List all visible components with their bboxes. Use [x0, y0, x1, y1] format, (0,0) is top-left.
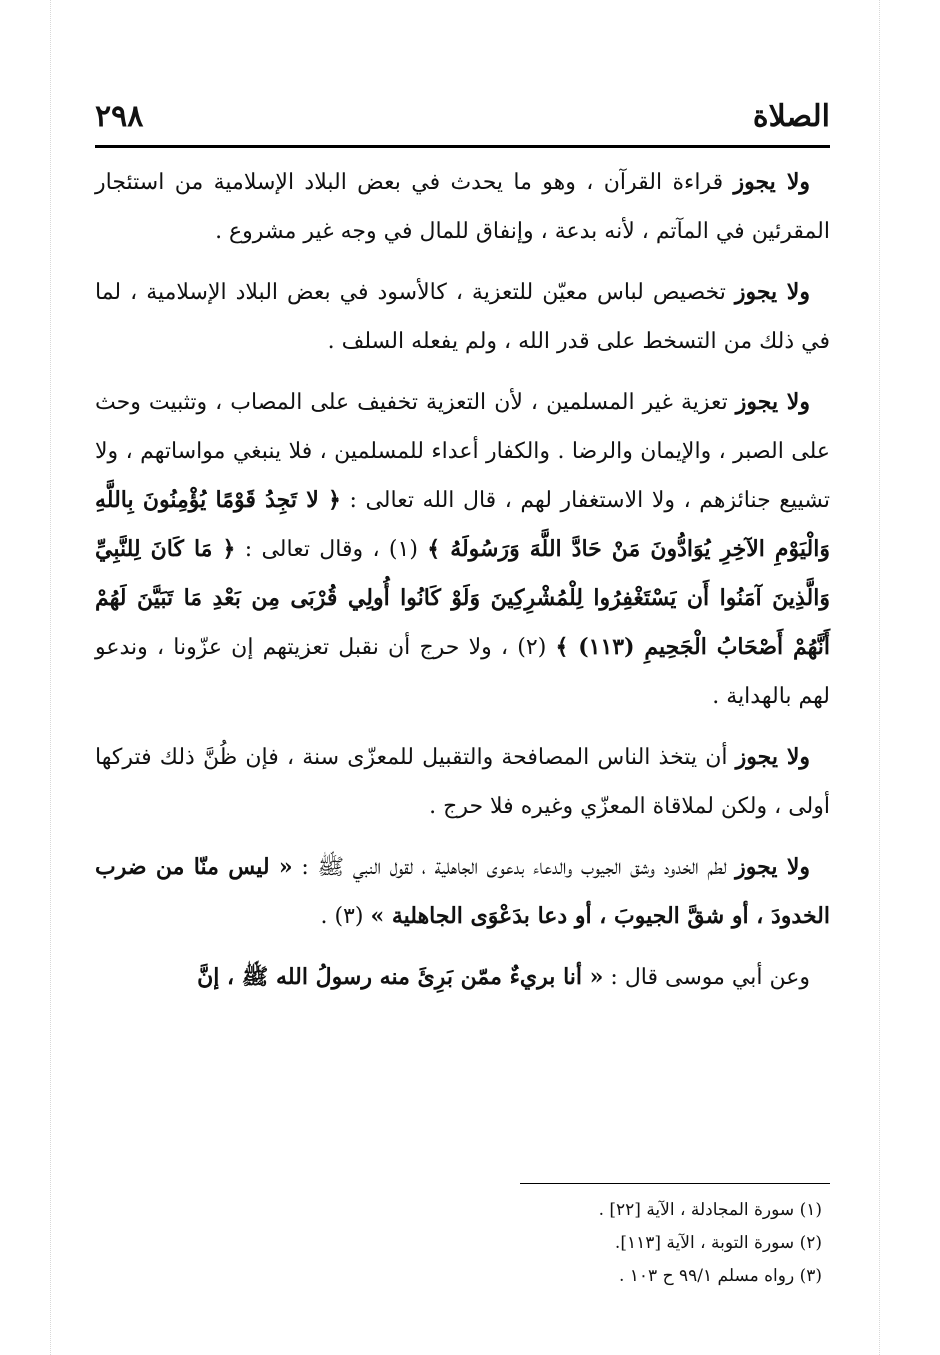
paragraph-text: ، وقال تعالى : — [235, 537, 380, 562]
footnote: (٢) سورة التوبة ، الآية [١١٣]. — [614, 1233, 822, 1253]
paragraph-text: وعن أبي موسى قال : — [603, 965, 810, 990]
paragraph-text: لطم الخدود وشق الجيوب والدعاء بدعوى الجاهلية ، لقول النبي ﷺ : — [292, 855, 736, 880]
paragraph — [95, 378, 830, 721]
hadith-quote: « ليس منّا من ضرب الخدودَ ، أو شقَّ الجيوبَ ، أو دعا بدَعْوَى الجاهلية » — [95, 854, 830, 929]
scan-dotted-line — [50, 0, 51, 1355]
main-text — [95, 158, 830, 1014]
paragraph — [95, 953, 830, 1002]
quran-verse: ﴿ لا تَجِدُ قَوْمًا يُؤْمِنُونَ بِاللَّهِ وَالْيَوْمِ الآخِرِ يُوَادُّونَ مَنْ حَادَّ اللَّهَ وَرَسُولَهُ ﴾ — [95, 487, 830, 562]
paragraph-text: قراءة القرآن ، وهو ما يحدث في بعض البلاد الإسلامية من استئجار المقرئين في المآتم ، لأنه بدعة ، وإنفاق للمال في وجه غير مشروع . — [95, 170, 830, 244]
scan-dotted-line — [879, 0, 880, 1355]
footnote-ref: (٣) — [327, 904, 371, 929]
paragraph — [95, 268, 830, 366]
footnote-rule — [520, 1183, 830, 1184]
paragraph — [95, 843, 830, 941]
paragraph-text: أن يتخذ الناس المصافحة والتقبيل للمعزّى سنة ، فإن ظُنَّ ذلك فتركها أولى ، ولكن لملاقاة المعزّي وغيره فلا حرج . — [95, 745, 830, 819]
footnote: (١) سورة المجادلة ، الآية [٢٢] . — [598, 1200, 822, 1220]
paragraph-text: تعزية غير المسلمين ، لأن التعزية تخفيف على المصاب ، وتثبيت وحث على الصبر ، والإيمان والرضا . والكفار أعداء للمسلمين ، فلا ينبغي مواساتهم ، ولا تشييع جنائزهم ، ولا الاستغفار لهم ، قال الله تعالى : — [95, 390, 830, 513]
quran-verse: ﴿ مَا كَانَ لِلنَّبِيِّ وَالَّذِينَ آمَنُوا أَن يَسْتَغْفِرُوا لِلْمُشْرِكِينَ وَلَوْ كَانُوا أُولِي قُرْبَى مِن بَعْدِ مَا تَبَيَّنَ لَهُمْ أَنَّهُمْ أَصْحَابُ الْجَحِيمِ (١١٣) ﴾ — [95, 536, 831, 660]
paragraph-lead: ولا يجوز — [735, 744, 810, 770]
page-number: ٢٩٨ — [95, 99, 144, 134]
paragraph-text: تخصيص لباس معيّن للتعزية ، كالأسود في بعض البلاد الإسلامية ، لما في ذلك من التسخط على قدر الله ، ولم يفعله السلف . — [95, 280, 830, 354]
footnotes — [302, 1194, 822, 1293]
paragraph-lead: ولا يجوز — [735, 854, 810, 880]
footnote-ref: (١) — [379, 537, 428, 562]
page-header — [95, 80, 830, 138]
header-rule — [95, 145, 830, 148]
paragraph-text: ، ولا حرج أن نقبل تعزيتهم إن عزّونا ، وندعو لهم بالهداية . — [95, 635, 830, 709]
paragraph-lead: ولا يجوز — [735, 389, 810, 415]
paragraph-text: . — [320, 904, 328, 929]
paragraph-lead: ولا يجوز — [734, 279, 810, 305]
running-title: الصلاة — [752, 99, 830, 134]
paragraph — [95, 733, 830, 831]
paragraph-lead: ولا يجوز — [733, 169, 810, 195]
footnote: (٣) رواه مسلم ٩٩/١ ح ١٠٣ . — [618, 1266, 822, 1286]
paragraph — [95, 158, 830, 256]
hadith-quote: « أنا بريءٌ ممّن بَرِئَ منه رسولُ الله ﷺ ، إنَّ — [197, 964, 604, 990]
footnote-ref: (٢) — [508, 635, 556, 660]
